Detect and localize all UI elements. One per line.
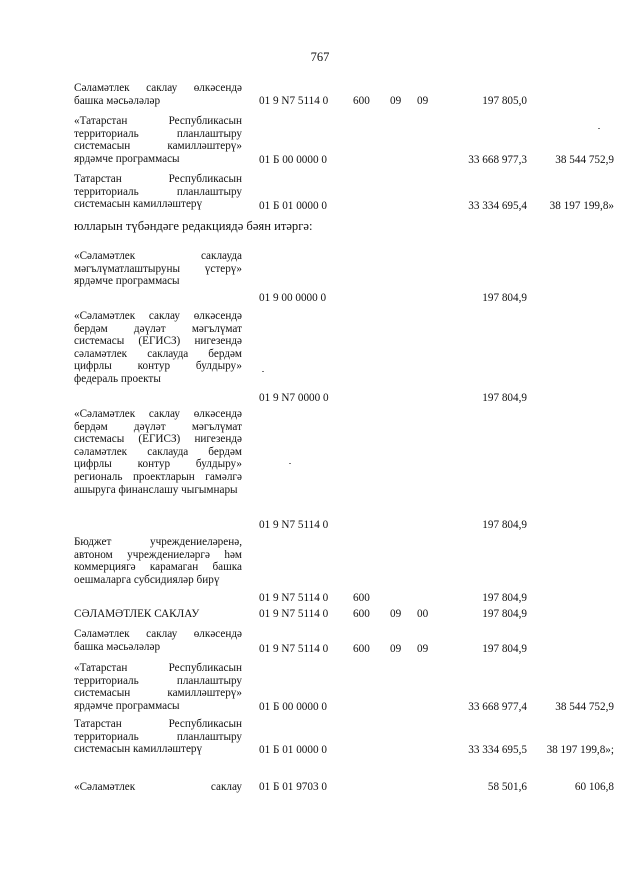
row-value-2: 60 106,8 <box>574 781 614 793</box>
row-value-1: 197 804,9 <box>482 519 527 531</box>
row-description: Сәламәтлек саклау өлкәсендә башка мәсьәләләр <box>74 82 242 107</box>
row-description: «Сәламәтлек саклау өлкәсендә бердәм дәүләт мәгълүмат системасы (ЕГИСЗ) нигезендә сәламәтлек саклауда бердәм цифрлы контур булдыру» региональ проектларын гамәлгә ашыруга финанслашу чыгымнары <box>74 408 242 496</box>
row-pr: 09 <box>417 643 429 655</box>
row-value-1: 33 668 977,4 <box>468 701 527 713</box>
row-description: «Татарстан Республикасын территориаль планлаштыру системасын камилләштерү» ярдәмче программасы <box>74 115 242 165</box>
row-description: «Татарстан Республикасын территориаль планлаштыру системасын камилләштерү» ярдәмче программасы <box>74 662 242 712</box>
row-code: 01 Б 01 9703 0 <box>259 781 327 793</box>
row-rz: 09 <box>390 95 402 107</box>
row-value-2: 38 197 199,8» <box>549 200 614 212</box>
row-ved: 600 <box>353 643 370 655</box>
row-value-1: 58 501,6 <box>487 781 527 793</box>
row-description: Сәламәтлек саклау өлкәсендә башка мәсьәләләр <box>74 628 242 653</box>
row-code: 01 9 N7 5114 0 <box>259 608 329 620</box>
row-ved: 600 <box>353 95 370 107</box>
row-code: 01 9 N7 5114 0 <box>259 95 329 107</box>
row-rz: 09 <box>390 643 402 655</box>
scan-speck <box>262 371 264 372</box>
row-code: 01 9 N7 0000 0 <box>259 392 329 404</box>
row-code: 01 9 00 0000 0 <box>259 292 327 304</box>
row-code: 01 9 N7 5114 0 <box>259 643 329 655</box>
row-code: 01 9 N7 5114 0 <box>259 592 329 604</box>
row-value-1: 197 804,9 <box>482 643 527 655</box>
row-rz: 09 <box>390 608 402 620</box>
row-description: СӘЛАМӘТЛЕК САКЛАУ <box>74 608 200 620</box>
scan-speck <box>289 463 291 464</box>
row-pr: 00 <box>417 608 429 620</box>
row-code: 01 Б 01 0000 0 <box>259 200 327 212</box>
row-value-2: 38 544 752,9 <box>555 701 614 713</box>
scan-speck <box>598 128 600 129</box>
row-value-1: 197 805,0 <box>482 95 527 107</box>
row-value-2: 38 197 199,8»; <box>546 744 614 756</box>
row-value-1: 33 334 695,5 <box>468 744 527 756</box>
row-value-1: 197 804,9 <box>482 392 527 404</box>
row-code: 01 Б 00 0000 0 <box>259 154 327 166</box>
page-number: 767 <box>310 50 330 64</box>
row-code: 01 9 N7 5114 0 <box>259 519 329 531</box>
row-description: «Сәламәтлек саклауда мәгълүматлаштыруны үстерү» ярдәмче программасы <box>74 250 242 288</box>
row-value-1: 33 334 695,4 <box>468 200 527 212</box>
row-code: 01 Б 00 0000 0 <box>259 701 327 713</box>
row-pr: 09 <box>417 95 429 107</box>
row-code: 01 Б 01 0000 0 <box>259 744 327 756</box>
row-value-1: 33 668 977,3 <box>468 154 527 166</box>
row-description: «Сәламәтлек саклау <box>74 781 242 793</box>
amendment-instruction: юлларын түбәндәге редакциядә бәян итәргә: <box>74 219 313 233</box>
row-description: Татарстан Республикасын территориаль планлаштыру системасын камилләштерү <box>74 718 242 756</box>
row-value-1: 197 804,9 <box>482 592 527 604</box>
row-value-1: 197 804,9 <box>482 608 527 620</box>
row-ved: 600 <box>353 592 370 604</box>
row-value-1: 197 804,9 <box>482 292 527 304</box>
row-description: «Сәламәтлек саклау өлкәсендә бердәм дәүләт мәгълүмат системасы (ЕГИСЗ) нигезендә сәламәтлек саклауда бердәм цифрлы контур булдыру» федераль проекты <box>74 310 242 385</box>
row-ved: 600 <box>353 608 370 620</box>
row-value-2: 38 544 752,9 <box>555 154 614 166</box>
row-description: Бюджет учреждениеләренә, автоном учреждениеләргә һәм коммерциягә карамаган башка оешмаларга субсидияләр бирү <box>74 536 242 586</box>
row-description: Татарстан Республикасын территориаль планлаштыру системасын камилләштерү <box>74 173 242 211</box>
